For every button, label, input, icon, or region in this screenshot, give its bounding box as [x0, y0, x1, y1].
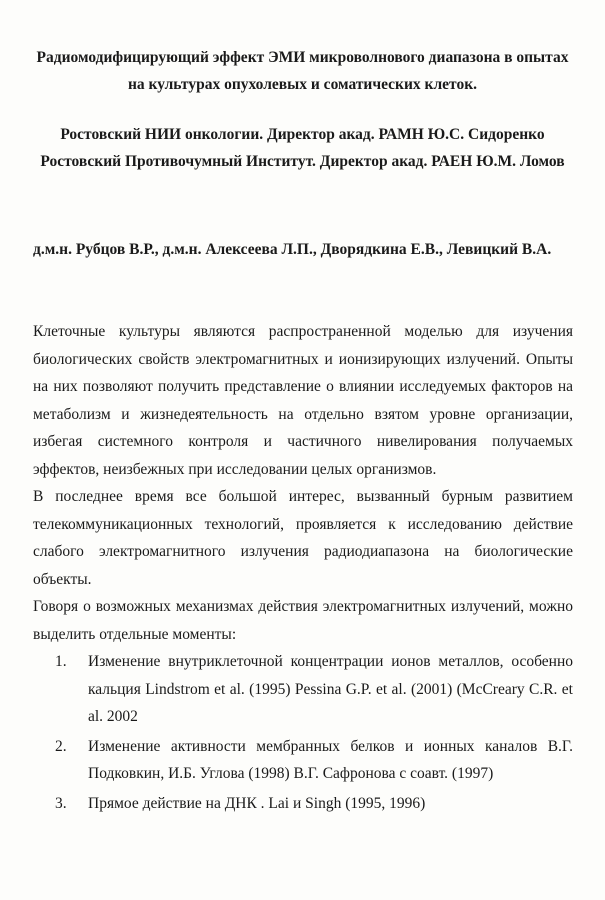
authors-line: д.м.н. Рубцов В.Р., д.м.н. Алексеева Л.П., Дворядкина Е.В., Левицкий В.А.	[33, 241, 552, 258]
paragraph: Говоря о возможных механизмах действия электромагнитных излучений, можно выделить отдельные моменты:	[33, 598, 573, 643]
body-text	[33, 318, 573, 819]
list-item-text: Изменение активности мембранных белков и ионных каналов В.Г. Подковкин, И.Б. Углова (1998) В.Г. Сафронова с соавт. (1997)	[88, 737, 573, 782]
list-item-number: 3.	[55, 794, 67, 812]
institute-line: Ростовский НИИ онкологии. Директор акад. РАМН Ю.С. Сидоренко	[60, 126, 545, 143]
institute-line: Ростовский Противочумный Институт. Директор акад. РАЕН Ю.М. Ломов	[40, 153, 565, 170]
list-item	[33, 648, 573, 731]
list-item	[33, 790, 573, 818]
paragraph: Клеточные культуры являются распространенной моделью для изучения биологических свойств электромагнитных и ионизирующих излучений. Опыты на них позволяют получить представление о влиянии исследуемых факторов на метаболизм и жизнедеятельность на отдельно взятом уровне организации, избегая системного контроля и частичного нивелирования получаемых эффектов, неизбежных при исследовании целых организмов.	[33, 323, 573, 478]
mechanisms-list	[33, 648, 573, 817]
paragraph: В последнее время все большой интерес, вызванный бурным развитием телекоммуникационных технологий, проявляется к исследованию действие слабого электромагнитного излучения радиодиапазона на биологические объекты.	[33, 488, 573, 588]
institutes-block	[28, 121, 577, 175]
list-item-text: Изменение внутриклеточной концентрации ионов металлов, особенно кальция Lindstrom et al. (1995) Pessina G.P. et al. (2001) (McCreary C.R. et al. 2002	[88, 653, 573, 725]
document-title: Радиомодифицирующий эффект ЭМИ микроволнового диапазона в опытах на культурах опухолевых и соматических клеток.	[36, 49, 569, 93]
list-item-text: Прямое действие на ДНК . Lai и Singh (1995, 1996)	[88, 794, 426, 812]
list-item-number: 1.	[55, 653, 67, 670]
list-item	[33, 733, 573, 788]
list-item-number: 2.	[55, 737, 67, 755]
